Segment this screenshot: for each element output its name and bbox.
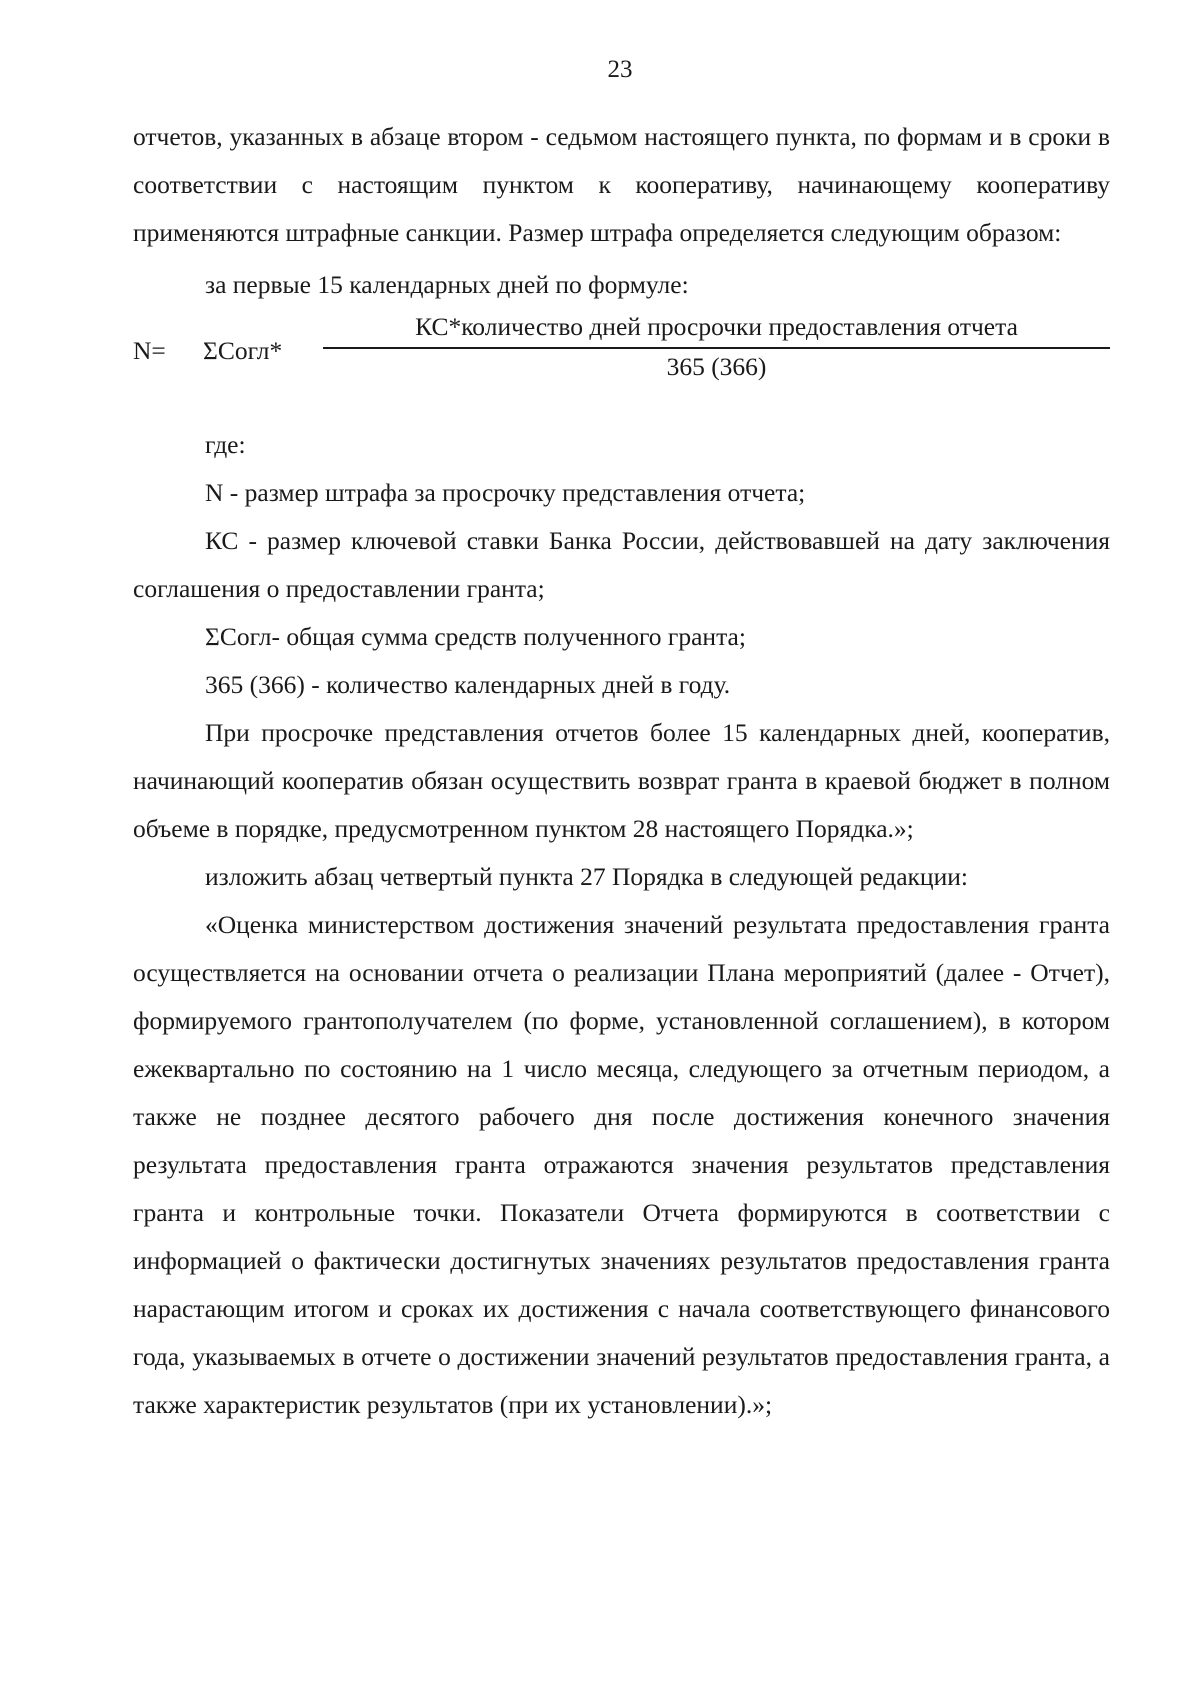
definition-sigma: ΣСогл- общая сумма средств полученного гранта; <box>205 622 746 651</box>
paragraph-overdue-return: При просрочке представления отчетов более 15 календарных дней, кооператив, начинающий кооператив обязан осуществить возврат гранта в краевой бюджет в полном объеме в порядке, предусмотренном пунктом 28 настоящего Порядка.»; <box>133 718 1110 843</box>
formula-numerator: КС*количество дней просрочки предоставления отчета <box>415 312 1018 341</box>
definition-n: N - размер штрафа за просрочку представления отчета; <box>205 478 806 507</box>
formula-denominator: 365 (366) <box>666 352 767 381</box>
paragraph-where: где: <box>205 430 246 459</box>
formula-fraction <box>323 311 1110 383</box>
paragraph-amendment: изложить абзац четвертый пункта 27 Порядка в следующей редакции: <box>205 862 968 891</box>
paragraph-assessment: «Оценка министерством достижения значений результата предоставления гранта осуществляется на основании отчета о реализации Плана мероприятий (далее - Отчет), формируемого грантополучателем (по форме, установленной соглашением), в котором ежеквартально по состоянию на 1 число месяца, следующего за отчетным периодом, а также не позднее десятого рабочего дня после достижения конечного значения результата предоставления гранта отражаются значения результатов представления гранта и контрольные точки. Показатели Отчета формируются в соответствии с информацией о фактически достигнутых значениях результатов предоставления гранта нарастающим итогом и сроках их достижения с начала соответствующего финансового года, указываемых в отчете о достижении значений результатов предоставления гранта, а также характеристик результатов (при их установлении).»; <box>133 910 1110 1419</box>
page-number: 23 <box>607 56 633 83</box>
document-body <box>133 113 1110 1429</box>
definition-days: 365 (366) - количество календарных дней в году. <box>205 670 731 699</box>
fraction-bar <box>323 347 1110 349</box>
paragraph-penalty-intro: отчетов, указанных в абзаце втором - седьмом настоящего пункта, по формам и в сроки в соответствии с настоящим пунктом к кооперативу, начинающему кооперативу применяются штрафные санкции. Размер штрафа определяется следующим образом: <box>133 122 1110 247</box>
paragraph-formula-intro: за первые 15 календарных дней по формуле: <box>205 270 689 299</box>
penalty-formula <box>133 311 1110 411</box>
formula-lhs: N= <box>133 336 166 365</box>
definition-ks: КС - размер ключевой ставки Банка России, действовавшей на дату заключения соглашения о предоставлении гранта; <box>133 526 1110 603</box>
formula-sigma-term: ΣСогл* <box>203 336 283 365</box>
